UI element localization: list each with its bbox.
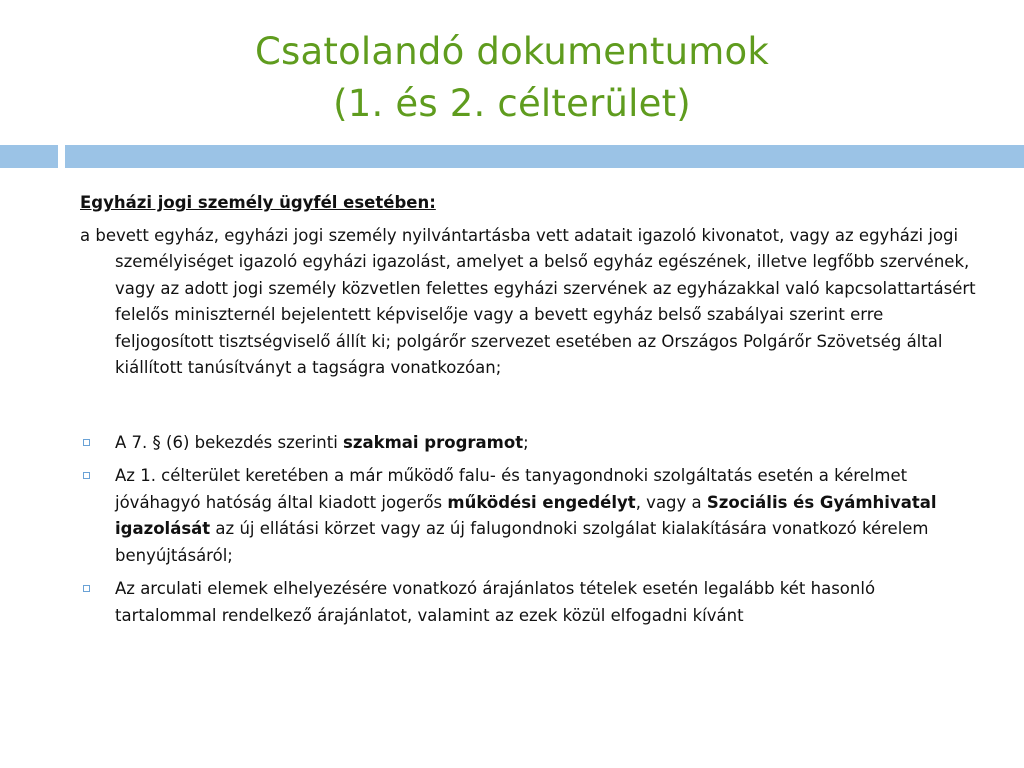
church-entity-paragraph <box>80 223 980 382</box>
list-text: ; <box>523 432 529 452</box>
list-item-operating-permit <box>80 463 980 569</box>
section-heading: Egyházi jogi személy ügyfél esetében: <box>80 193 436 212</box>
square-bullet-icon <box>83 439 90 446</box>
list-text: A 7. § (6) bekezdés szerinti <box>115 432 344 452</box>
square-bullet-icon <box>83 472 90 479</box>
paragraph-text: a bevett egyház, egyházi jogi személy nyilvántartásba vett adatait igazoló kivonatot, vagy az egyházi jogi személyiséget igazoló egyházi igazolást, amelyet a belső egyház egészének, illetve legfőbb szervének, vagy az adott jogi személy közvetlen felettes egyházi szervének az egyházakkal való kapcsolattartásért felelős miniszternél bejelentett képviselője vagy a bevett egyház belső szabályai szerint erre feljogosított tisztségviselő állít ki; polgárőr szervezet esetében az Országos Polgárőr Szövetség által kiállított tanúsítványt a tagságra vonatkozóan; <box>80 225 976 377</box>
slide-body <box>80 190 980 636</box>
square-bullet-icon <box>83 585 90 592</box>
title-divider-right <box>65 145 1024 168</box>
list-bold-text: működési engedélyt <box>447 492 636 512</box>
list-item-professional-program <box>80 430 980 457</box>
slide-title-line-2: (1. és 2. célterület) <box>333 82 691 125</box>
list-text: az új ellátási körzet vagy az új falugondnoki szolgálat kialakítására vonatkozó kérelem benyújtásáról; <box>115 519 929 565</box>
list-text: Az arculati elemek elhelyezésére vonatkozó árajánlatos tételek esetén legalább két hasonló tartalommal rendelkező árajánlatot, valamint az ezek közül elfogadni kívánt <box>115 579 876 625</box>
list-text: Az 1. célterület keretében a már működő falu- és tanyagondnoki szolgáltatás esetén a kérelmet jóváhagyó hatóság által kiadott jogerős <box>115 466 908 512</box>
slide-title-line-1: Csatolandó dokumentumok <box>254 30 769 73</box>
requirements-list <box>80 430 980 630</box>
title-divider-left <box>0 145 58 168</box>
list-bold-text: Szociális és Gyámhivatal igazolását <box>115 492 937 538</box>
list-text: , vagy a <box>635 492 707 512</box>
list-item-price-quotes <box>80 576 980 629</box>
slide-title <box>0 26 1024 130</box>
list-bold-text: szakmai programot <box>343 432 524 452</box>
